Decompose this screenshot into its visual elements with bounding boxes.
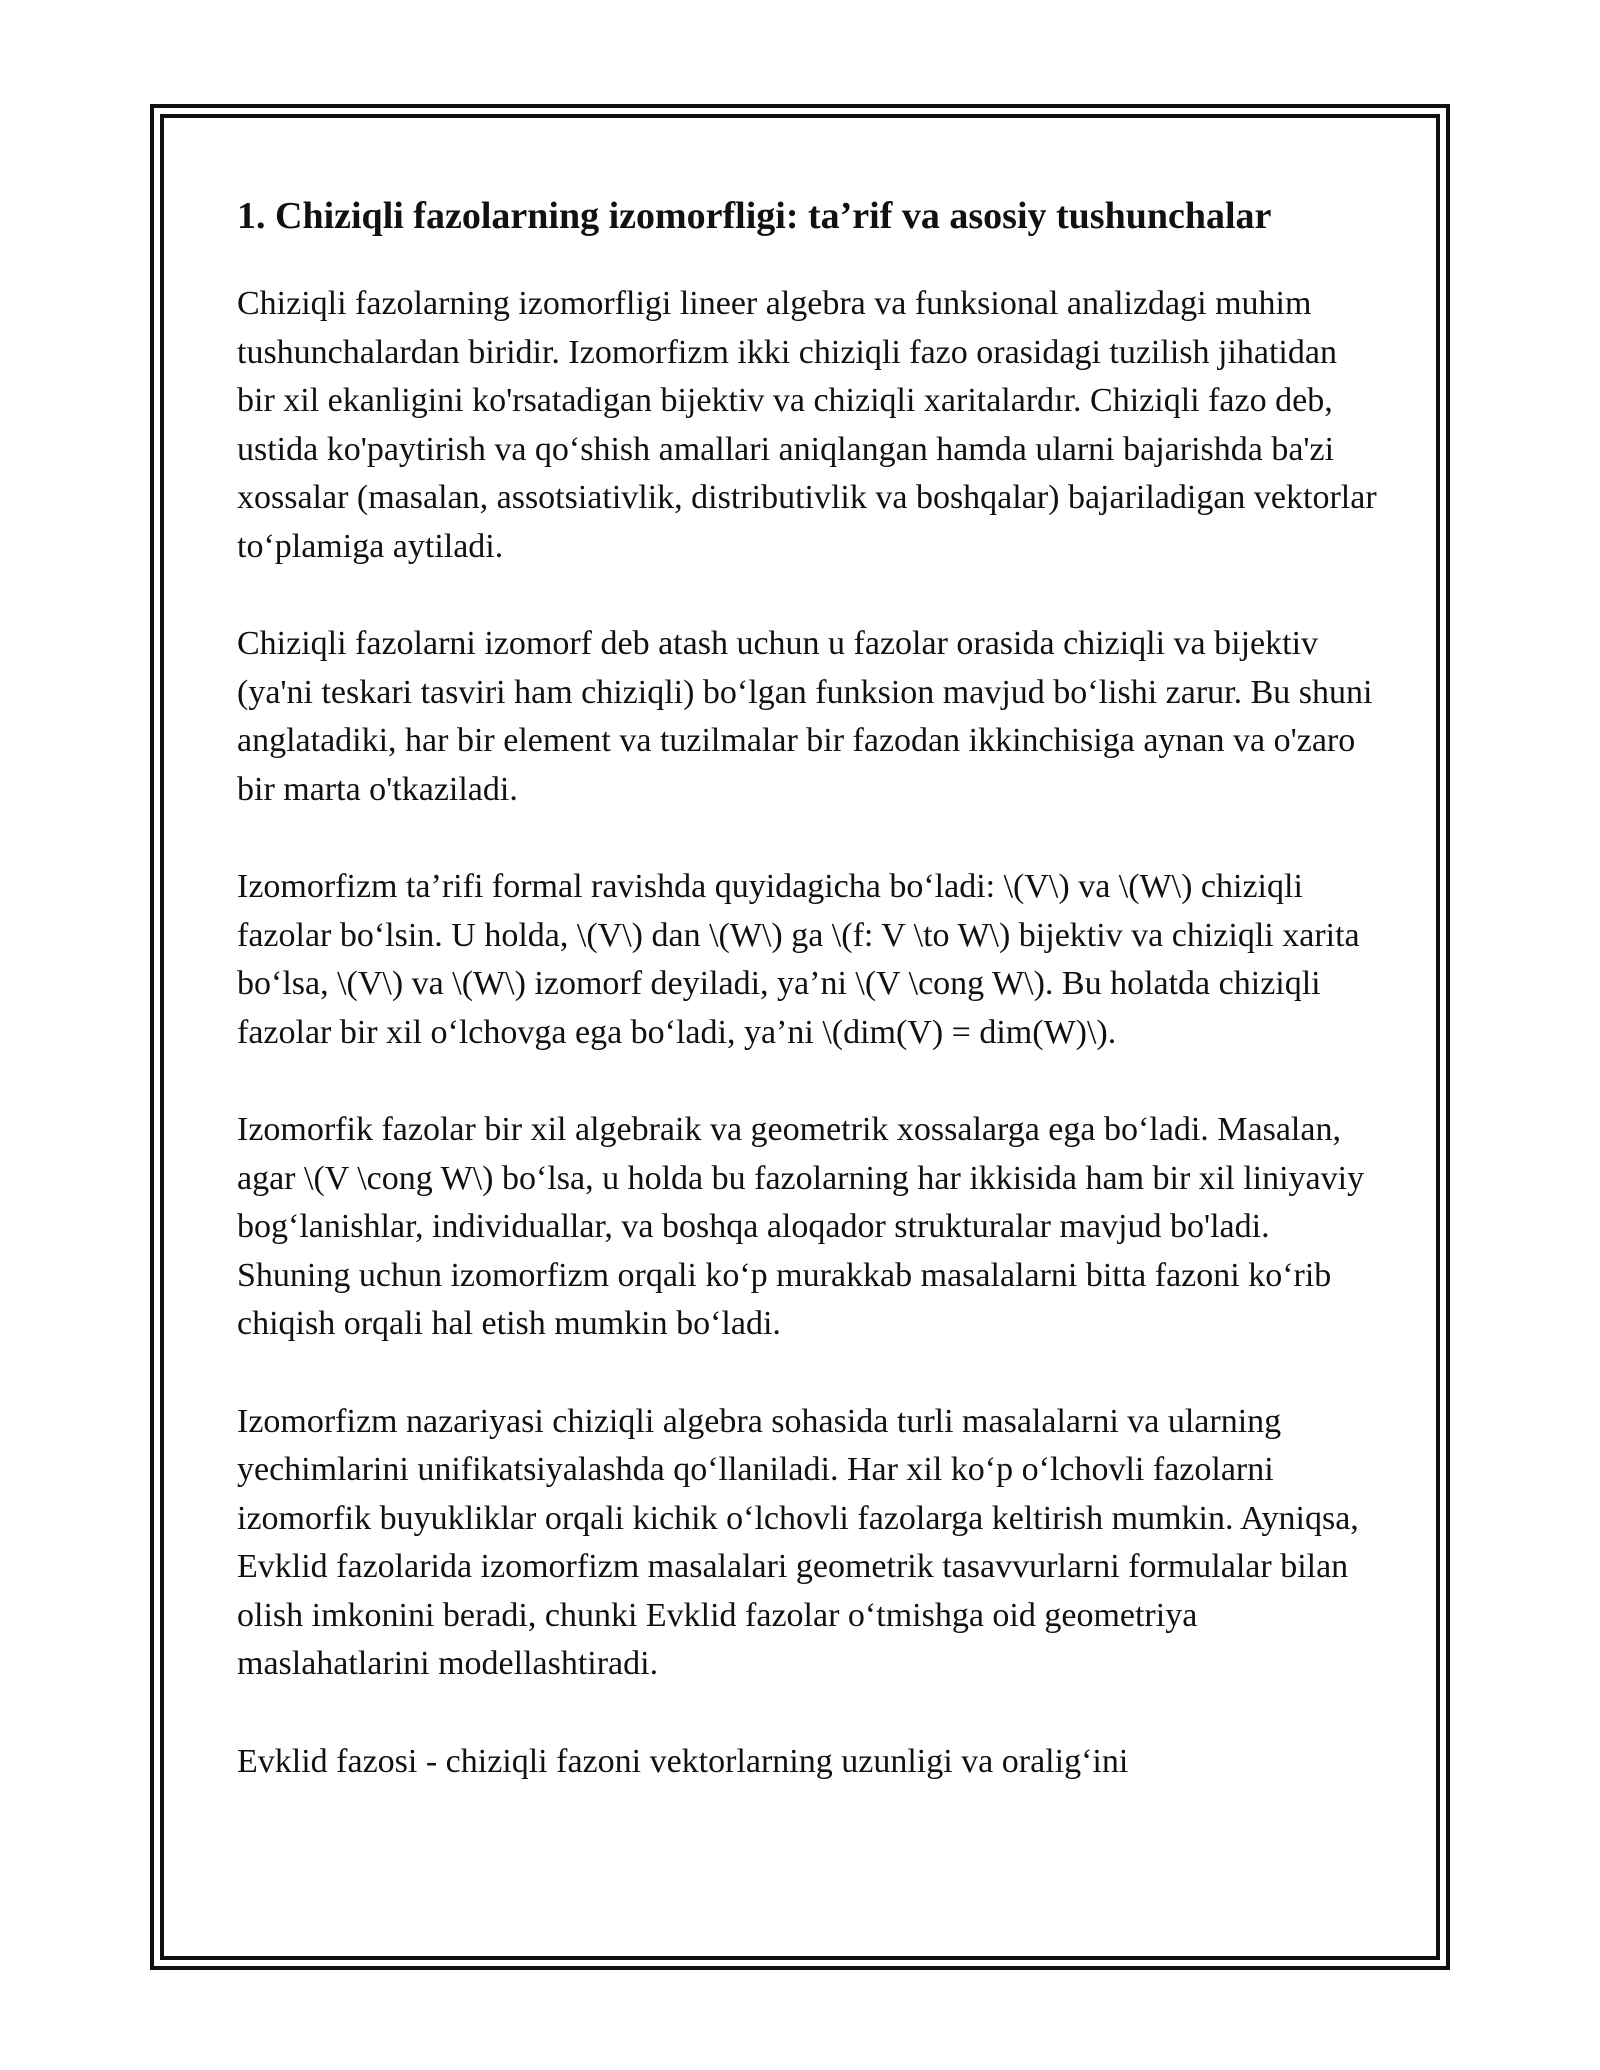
- paragraph-6: Evklid fazosi - chiziqli fazoni vektorlarning uzunligi va oralig‘ini: [237, 1742, 1129, 1780]
- paragraph-2: Chiziqli fazolarni izomorf deb atash uchun u fazolar orasida chiziqli va bijektiv (ya'ni teskari tasviri ham chiziqli) bo‘lgan funksion mavjud bo‘lishi zarur. Bu shuni anglatadiki, har bir element va tuzilmalar bir fazodan ikkinchisiga aynan va o'zaro bir marta o'tkaziladi.: [237, 625, 1373, 808]
- section-heading: 1. Chiziqli fazolarning izomorfligi: ta’rif va asosiy tushunchalar: [237, 195, 1272, 237]
- paragraph-5: Izomorfizm nazariyasi chiziqli algebra sohasida turli masalalarni va ularning yechimlarini unifikatsiyalashda qo‘llaniladi. Har xil ko‘p o‘lchovli fazolarni izomorfik buyukliklar orqali kichik o‘lchovli fazolarga keltirish mumkin. Ayniqsa, Evklid fazolarida izomorfizm masalalari geometrik tasavvurlarni formulalar bilan olish imkonini beradi, chunki Evklid fazolar o‘tmishga oid geometriya maslahatlarini modellashtiradi.: [237, 1402, 1359, 1682]
- document-body: [237, 188, 1377, 1835]
- paragraph-3: Izomorfizm ta’rifi formal ravishda quyidagicha bo‘ladi: \(V\) va \(W\) chiziqli fazolar bo‘lsin. U holda, \(V\) dan \(W\) ga \(f: V \to W\) bijektiv va chiziqli xarita bo‘lsa, \(V\) va \(W\) izomorf deyiladi, ya’ni \(V \cong W\). Bu holatda chiziqli fazolar bir xil o‘lchovga ega bo‘ladi, ya’ni \(dim(V) = dim(W)\).: [237, 868, 1360, 1051]
- paragraph-1: Chiziqli fazolarning izomorfligi lineer algebra va funksional analizdagi muhim tushunchalardan biridir. Izomorfizm ikki chiziqli fazo orasidagi tuzilish jihatidan bir xil ekanligini ko'rsatadigan bijektiv va chiziqli xaritalardır. Chiziqli fazo deb, ustida ko'paytirish va qo‘shish amallari aniqlangan hamda ularni bajarishda ba'zi xossalar (masalan, assotsiativlik, distributivlik va boshqalar) bajariladigan vektorlar to‘plamiga aytiladi.: [237, 285, 1377, 565]
- paragraph-4: Izomorfik fazolar bir xil algebraik va geometrik xossalarga ega bo‘ladi. Masalan, agar \(V \cong W\) bo‘lsa, u holda bu fazolarning har ikkisida ham bir xil liniyaviy bog‘lanishlar, individuallar, va boshqa aloqador strukturalar mavjud bo'ladi. Shuning uchun izomorfizm orqali ko‘p murakkab masalalarni bitta fazoni ko‘rib chiqish orqali hal etish mumkin bo‘ladi.: [237, 1111, 1365, 1342]
